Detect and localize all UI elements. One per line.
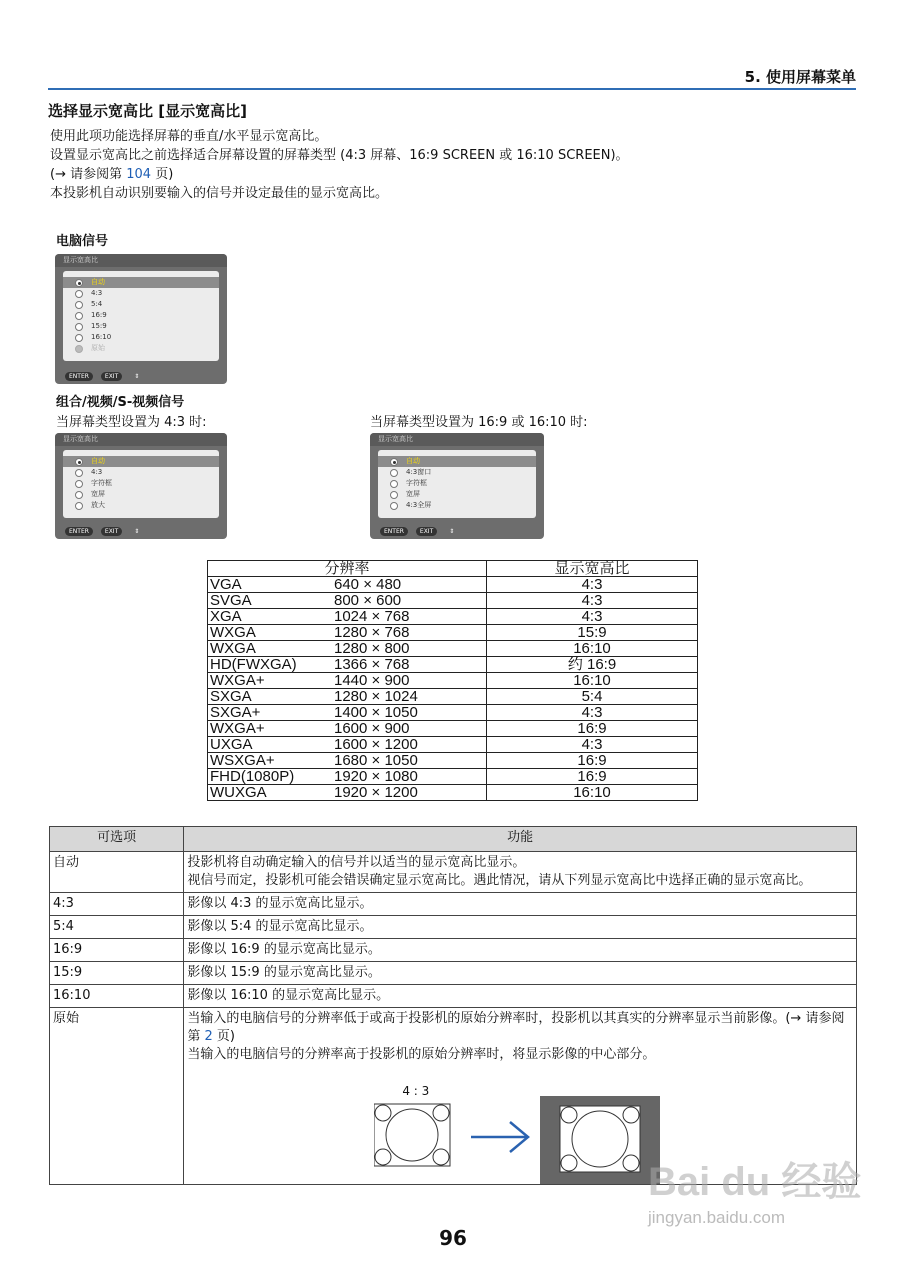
signal-name: FHD(1080P) [208,769,333,785]
radio-icon [75,279,83,287]
radio-icon [75,301,83,309]
watermark-url: jingyan.baidu.com [648,1208,786,1227]
intro-line-3 [50,165,629,184]
computer-signal-label: 电脑信号 [56,234,109,249]
signal-name: SVGA [208,593,333,609]
resolution-value: 1680 × 1050 [332,753,487,769]
table-row [208,577,698,593]
menu-item-4-3[interactable]: 4:3 [63,467,219,478]
menu-video-4-3 [55,433,227,539]
signal-name: SXGA+ [208,705,333,721]
table-header-row [208,561,698,577]
table-row [208,625,698,641]
resolution-value: 1366 × 768 [332,657,487,673]
arrows-icon: ⇕ [449,528,455,535]
page-number: 96 [439,1226,467,1250]
option-desc: 影像以 15:9 的显示宽高比显示。 [184,962,857,985]
signal-name: HD(FWXGA) [208,657,333,673]
signal-name: WUXGA [208,785,333,801]
menu-item-auto[interactable]: 自动 [63,456,219,467]
radio-icon [390,502,398,510]
menu-item-wide[interactable]: 宽屏 [63,489,219,500]
option-desc [184,852,857,893]
table-row-native [50,1008,857,1185]
radio-icon [75,480,83,488]
menu-item-letterbox[interactable]: 字符框 [63,478,219,489]
resolution-table [207,560,698,801]
section-title: 5. 使用屏幕菜单 [744,68,856,86]
option-name: 原始 [50,1008,184,1185]
option-name: 15:9 [50,962,184,985]
source-frame [374,1104,450,1166]
radio-icon [75,323,83,331]
table-row [208,689,698,705]
desc-line: 当输入的电脑信号的分辨率低于或高于投影机的原始分辨率时，投影机以其真实的分辨率显示当前影像。(→ 请参阅第 2 页) [187,1011,845,1044]
header-function: 功能 [184,827,857,852]
menu-item-letterbox[interactable]: 字符框 [378,478,536,489]
exit-key[interactable]: EXIT [101,372,122,381]
aspect-value: 4:3 [487,609,698,625]
menu-item-auto[interactable]: 自动 [378,456,536,467]
resolution-value: 1600 × 1200 [332,737,487,753]
menu-pc-signal [55,254,227,384]
table-row [50,939,857,962]
option-name: 4:3 [50,893,184,916]
signal-name: WXGA [208,641,333,657]
radio-icon [75,345,83,353]
enter-key[interactable]: ENTER [65,372,93,381]
table-row [208,785,698,801]
video-signal-label: 组合/视频/S-视频信号 [56,395,185,410]
page-header [48,62,856,90]
menu-footer [380,527,466,536]
radio-icon [75,502,83,510]
menu-item-auto[interactable]: 自动 [63,277,219,288]
table-row [208,593,698,609]
native-diagram [374,1086,664,1180]
signal-name: UXGA [208,737,333,753]
watermark-brand: Bai du 经验 [648,1160,862,1204]
ref-prefix: (→ 请参阅第 [50,167,127,182]
menu-body [63,450,219,518]
desc-line: 投影机将自动确定输入的信号并以适当的显示宽高比显示。 [187,855,526,870]
aspect-value: 16:9 [487,769,698,785]
table-row [208,657,698,673]
option-desc: 影像以 4:3 的显示宽高比显示。 [184,893,857,916]
table-row [208,609,698,625]
table-row [208,641,698,657]
signal-name: SXGA [208,689,333,705]
table-row-auto [50,852,857,893]
table-row [208,705,698,721]
table-row [208,721,698,737]
radio-icon [390,469,398,477]
table-header-row [50,827,857,852]
radio-icon [75,469,83,477]
radio-icon [75,312,83,320]
menu-item-4-3-window[interactable]: 4:3窗口 [378,467,536,478]
exit-key[interactable]: EXIT [101,527,122,536]
signal-name: WXGA+ [208,673,333,689]
page-ref-link[interactable]: 104 [126,167,152,182]
option-name: 5:4 [50,916,184,939]
menu-item-16-10[interactable]: 16:10 [63,332,219,343]
menu-item-4-3-full[interactable]: 4:3全屏 [378,500,536,511]
menu-title: 显示宽高比 [370,433,544,446]
resolution-value: 640 × 480 [332,577,487,593]
signal-name: XGA [208,609,333,625]
table-row [208,769,698,785]
header-aspect: 显示宽高比 [487,561,698,577]
desc-line: 视信号而定，投影机可能会错误确定显示宽高比。遇此情况，请从下列显示宽高比中选择正确的显示宽高比。 [187,873,812,888]
menu-video-16-9 [370,433,544,539]
caption-16-9: 当屏幕类型设置为 16:9 或 16:10 时: [370,415,588,430]
enter-key[interactable]: ENTER [380,527,408,536]
header-option: 可选项 [50,827,184,852]
resolution-value: 1600 × 900 [332,721,487,737]
resolution-value: 1024 × 768 [332,609,487,625]
menu-item-wide[interactable]: 宽屏 [378,489,536,500]
resolution-value: 1280 × 1024 [332,689,487,705]
aspect-value: 15:9 [487,625,698,641]
aspect-value: 约 16:9 [487,657,698,673]
radio-icon [75,290,83,298]
menu-item-zoom[interactable]: 放大 [63,500,219,511]
aspect-value: 4:3 [487,593,698,609]
resolution-value: 1440 × 900 [332,673,487,689]
enter-key[interactable]: ENTER [65,527,93,536]
option-name: 16:9 [50,939,184,962]
option-desc: 影像以 5:4 的显示宽高比显示。 [184,916,857,939]
diagram-label: 4 : 3 [402,1084,430,1098]
table-row [50,962,857,985]
arrow-right-icon [471,1122,528,1152]
signal-name: WSXGA+ [208,753,333,769]
aspect-value: 16:9 [487,753,698,769]
ref-suffix: 页) [151,167,174,182]
exit-key[interactable]: EXIT [416,527,437,536]
resolution-value: 1280 × 768 [332,625,487,641]
resolution-table-body [208,577,698,801]
menu-body [63,271,219,361]
aspect-diagram-svg [374,1096,664,1190]
radio-icon [390,458,398,466]
resolution-value: 800 × 600 [332,593,487,609]
caption-4-3: 当屏幕类型设置为 4:3 时: [56,415,207,430]
intro-line-2: 设置显示宽高比之前选择适合屏幕设置的屏幕类型 (4:3 屏幕、16:9 SCREEN 或 16:10 SCREEN)。 [50,148,629,163]
option-name: 自动 [50,852,184,893]
table-row [208,753,698,769]
aspect-value: 4:3 [487,737,698,753]
menu-item-4-3[interactable]: 4:3 [63,288,219,299]
menu-item-16-9[interactable]: 16:9 [63,310,219,321]
signal-name: WXGA [208,625,333,641]
table-row [208,737,698,753]
table-row [208,673,698,689]
radio-icon [75,334,83,342]
aspect-value: 5:4 [487,689,698,705]
options-table [49,826,857,1185]
option-desc [184,1008,857,1185]
aspect-value: 4:3 [487,577,698,593]
aspect-value: 4:3 [487,705,698,721]
header-resolution: 分辨率 [208,561,487,577]
aspect-value: 16:10 [487,785,698,801]
menu-title: 显示宽高比 [55,254,227,267]
menu-footer [65,372,151,381]
section-heading: 选择显示宽高比 [显示宽高比] [48,102,247,120]
radio-icon [390,491,398,499]
option-desc: 影像以 16:9 的显示宽高比显示。 [184,939,857,962]
projected-frame [540,1096,660,1184]
intro-line-4: 本投影机自动识别要输入的信号并设定最佳的显示宽高比。 [50,186,389,201]
radio-icon [75,491,83,499]
aspect-value: 16:10 [487,641,698,657]
aspect-value: 16:10 [487,673,698,689]
table-row [50,893,857,916]
menu-item-native[interactable]: 原始 [63,343,219,354]
menu-body [378,450,536,518]
menu-item-15-9[interactable]: 15:9 [63,321,219,332]
option-desc: 影像以 16:10 的显示宽高比显示。 [184,985,857,1008]
resolution-value: 1280 × 800 [332,641,487,657]
signal-name: WXGA+ [208,721,333,737]
baidu-watermark [648,1160,861,1228]
table-row [50,985,857,1008]
radio-icon [390,480,398,488]
intro-line-1: 使用此项功能选择屏幕的垂直/水平显示宽高比。 [50,129,328,144]
aspect-value: 16:9 [487,721,698,737]
signal-name: VGA [208,577,333,593]
arrows-icon: ⇕ [134,528,140,535]
arrows-icon: ⇕ [134,373,140,380]
option-name: 16:10 [50,985,184,1008]
menu-title: 显示宽高比 [55,433,227,446]
resolution-value: 1920 × 1200 [332,785,487,801]
resolution-value: 1920 × 1080 [332,769,487,785]
resolution-value: 1400 × 1050 [332,705,487,721]
menu-item-5-4[interactable]: 5:4 [63,299,219,310]
page-ref-link[interactable]: 2 [204,1029,213,1044]
menu-footer [65,527,151,536]
table-row [50,916,857,939]
intro-text [50,127,629,203]
desc-line: 当输入的电脑信号的分辨率高于投影机的原始分辨率时，将显示影像的中心部分。 [187,1047,656,1062]
radio-icon [75,458,83,466]
